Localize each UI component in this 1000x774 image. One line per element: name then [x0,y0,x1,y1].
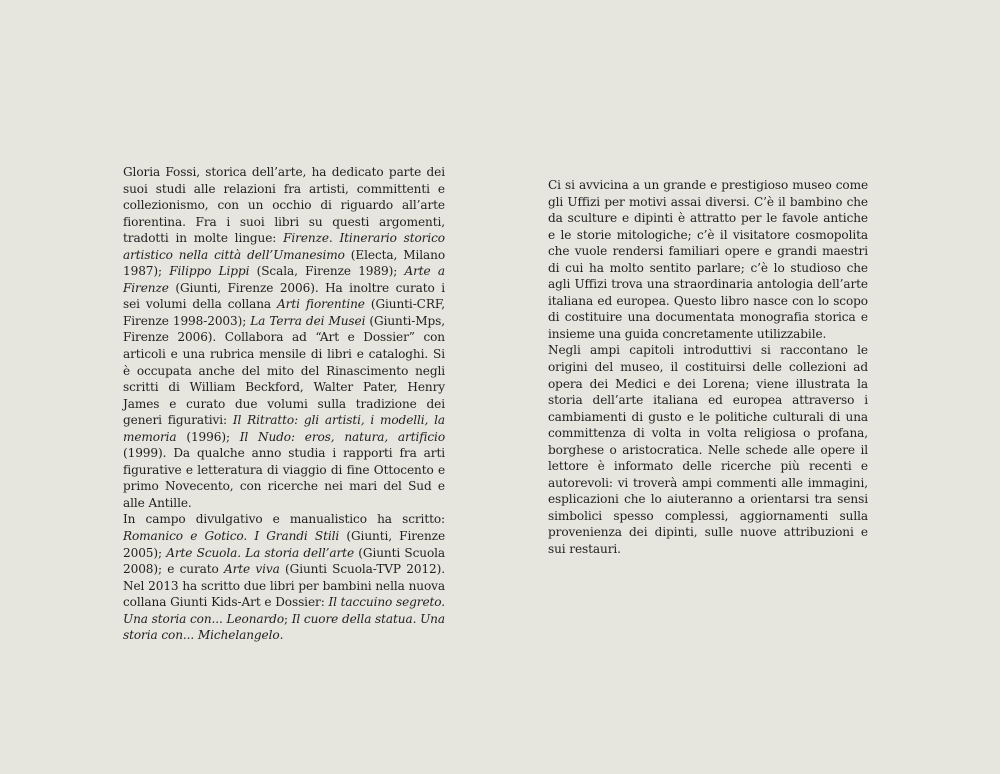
book-description-paragraph-2 [548,342,868,557]
italic-title-text: Romanico e Gotico. I Grandi Stili [123,529,340,544]
italic-title-text: Il Nudo: eros, natura, artificio [239,429,446,444]
body-text: Ci si avvicina a un grande e prestigioso museo come gli Uffizi per motivi assai diversi. C’è il bambino che da sculture e dipinti è attratto per le favole antiche e le storie mitologiche; c’è il visitatore cosmopolita che vuole rendersi familiari opere e grandi maestri di cui ha molto sentito parlare; c’è lo studioso che agli Uffizi trova una straordinaria antologia dell’arte italiana ed europea. Questo libro nasce con lo scopo di costituire una documentata monografia storica e insieme una guida concretamente utilizzabile. [548,178,868,341]
body-text: ; [284,611,292,626]
author-bio-paragraph-2 [123,511,445,643]
book-description-column [548,177,868,558]
body-text: (Giunti Scuola 2008); e curato [123,545,445,577]
body-text: . [279,628,284,643]
italic-title-text: Filippo Lippi [169,264,250,279]
italic-title-text: Firenze. Itinerario storico artistico nella città dell’Umanesimo [123,231,445,262]
body-text: (Giunti, Firenze 2005); [123,529,445,560]
body-text: (Electa, Milano 1987); [123,247,445,279]
body-text: (Giunti Scuola-TVP 2012). Nel 2013 ha scritto due libri per bambini nella nuova collana Giunti Kids-Art e Dossier: [123,562,445,610]
body-text: (Giunti-Mps, Firenze 2006). Collabora ad “Art e Dossier” con articoli e una rubrica mensile di libri e cataloghi. Si è occupata anche del mito del Rinascimento negli scritti di William Beckford, Walter Pater, Henry James e curato due volumi sulla tradizione dei generi figurativi: [123,313,446,428]
italic-title-text: Il taccuino segreto. Una storia con... Leonardo [123,595,446,626]
body-text: (Giunti-CRF, Firenze 1998-2003); [123,297,445,328]
italic-title-text: Arte a Firenze [123,264,445,295]
book-description-paragraph-1 [548,177,868,342]
body-text: (Giunti, Firenze 2006). Ha inoltre curato i sei volumi della collana [123,280,445,312]
body-text: In campo divulgativo e manualistico ha scritto: [123,512,445,527]
body-text: Negli ampi capitoli introduttivi si raccontano le origini del museo, il costituirsi delle collezioni ad opera dei Medici e dei Lorena; viene illustrata la storia dell’arte italiana ed europea attraverso i cambiamenti di gusto e le politiche culturali di una committenza di volta in volta religiosa o profana, borghese o aristocratica. Nelle schede alle opere il lettore è informato delle ricerche più recenti e autorevoli: vi troverà ampi commenti alle immagini, esplicazioni che lo aiuteranno a orientarsi tra sensi simbolici spesso complessi, aggiornamenti sulla provenienza dei dipinti, sulle nuove attribuzioni e sui restauri. [548,343,868,557]
body-text: (1999). Da qualche anno studia i rapporti fra arti figurative e letteratura di viaggio di fine Ottocento e primo Novecento, con ricerche nei mari del Sud e alle Antille. [123,446,445,510]
author-bio-column [123,164,445,644]
author-bio-paragraph-1 [123,164,445,511]
body-text: (Scala, Firenze 1989); [249,264,405,279]
italic-title-text: Arti fiorentine [277,297,365,312]
italic-title-text: La Terra dei Musei [250,313,366,328]
body-text: (1996); [176,429,240,444]
italic-title-text: Arte Scuola. La storia dell’arte [166,545,355,560]
italic-title-text: Il cuore della statua. Una storia con... Michelangelo [123,611,445,643]
italic-title-text: Arte viva [223,562,280,577]
body-text: Gloria Fossi, storica dell’arte, ha dedicato parte dei suoi studi alle relazioni fra artisti, committenti e collezionismo, con un occhio di riguardo all’arte fiorentina. Fra i suoi libri su questi argomenti, tradotti in molte lingue: [123,165,445,246]
italic-title-text: Il Ritratto: gli artisti, i modelli, la memoria [123,413,445,444]
